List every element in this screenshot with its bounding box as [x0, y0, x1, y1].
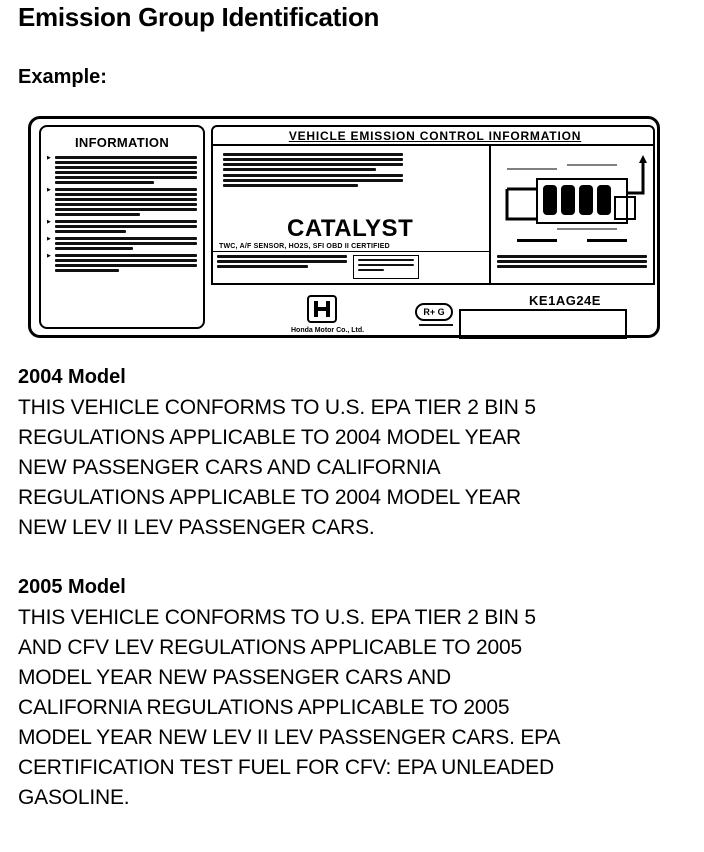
engine-family-code: KE1AG24E — [529, 293, 601, 308]
manufacturer-name: Honda Motor Co., Ltd. — [291, 327, 365, 334]
code-box — [459, 309, 627, 339]
page-title: Emission Group Identification — [18, 2, 380, 32]
rg-badge: R+ G — [415, 303, 453, 321]
info-panel — [39, 125, 205, 329]
info-panel-title: INFORMATION — [74, 135, 170, 150]
rg-badge-underline — [419, 324, 453, 326]
spec-box — [353, 255, 419, 279]
emission-system-diagram-icon — [497, 149, 651, 253]
veci-title: VEHICLE EMISSION CONTROL INFORMATION — [288, 129, 582, 143]
section-body: THIS VEHICLE CONFORMS TO U.S. EPA TIER 2 BIN 5 REGULATIONS APPLICABLE TO 2004 MODEL YEAR NEW PASSENGER CARS AND CALIFORNIA REGULATIONS APPLICABLE TO 2004 MODEL YEAR NEW LEV II LEV PASSENGER CARS. — [18, 396, 536, 539]
honda-logo-icon — [307, 295, 337, 323]
veci-fine-print — [223, 153, 403, 189]
sensors-text: TWC, A/F SENSOR, HO2S, SFI OBD II CERTIFIED — [219, 243, 390, 250]
example-heading: Example: — [18, 66, 107, 88]
section-2004-model — [18, 366, 536, 543]
veci-frame — [211, 125, 655, 285]
section-title: 2005 Model — [18, 576, 126, 598]
veci-column-divider — [489, 144, 491, 285]
veci-divider — [213, 144, 653, 146]
certification-fine-print — [497, 255, 647, 270]
info-fine-print — [41, 150, 203, 272]
veci-panel — [211, 125, 655, 334]
sensor-divider — [213, 251, 489, 252]
section-title: 2004 Model — [18, 366, 126, 388]
section-body: THIS VEHICLE CONFORMS TO U.S. EPA TIER 2 BIN 5 AND CFV LEV REGULATIONS APPLICABLE TO 2005 MODEL YEAR NEW PASSENGER CARS AND CALIFORNIA REGULATIONS APPLICABLE TO 2005 MODEL YEAR NEW LEV II LEV PASSENGER CARS. EPA CERTIFICATION TEST FUEL FOR CFV: EPA UNLEADED GASOLINE. — [18, 606, 561, 809]
valve-spec-fine-print — [217, 255, 347, 270]
section-2005-model — [18, 576, 560, 813]
catalyst-text: CATALYST — [287, 215, 414, 242]
emission-label-illustration — [28, 116, 660, 338]
